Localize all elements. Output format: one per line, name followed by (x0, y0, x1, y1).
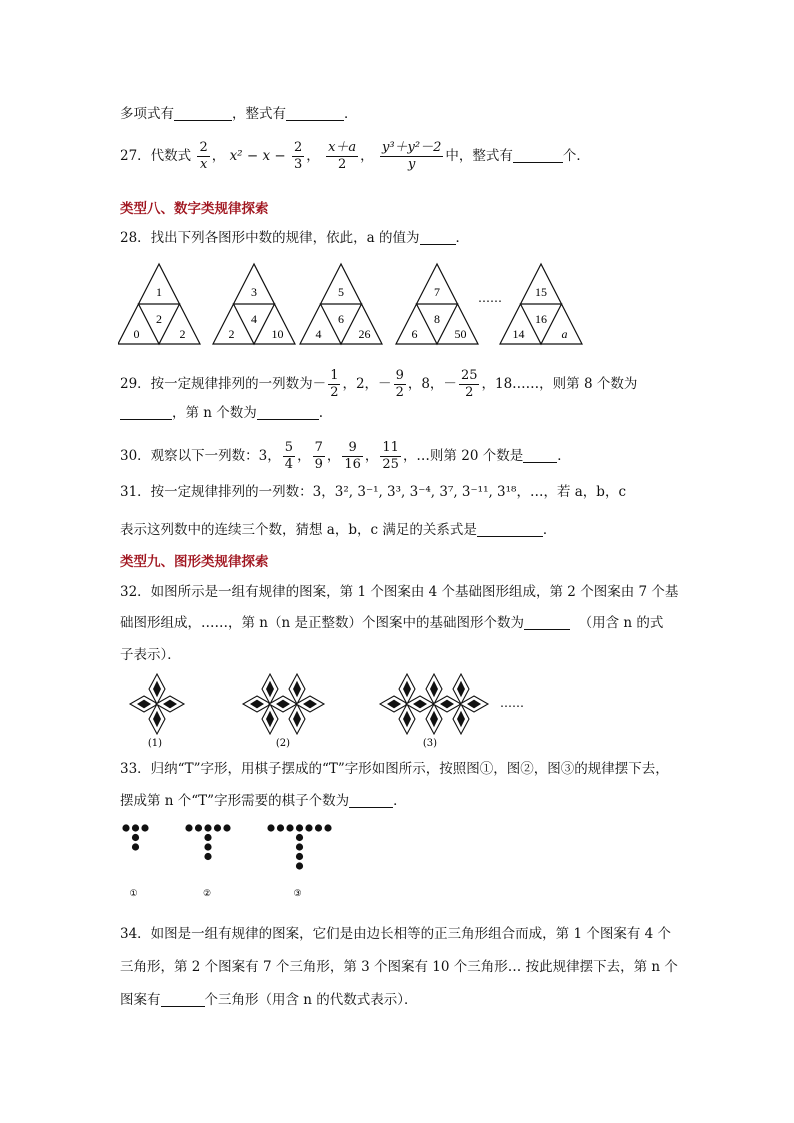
q29-line2: ，第 n 个数为 . (120, 404, 323, 422)
triangle-top-number: 1 (156, 285, 162, 299)
triangle-center-number: 16 (535, 312, 547, 326)
triangle-left-number: 0 (133, 327, 140, 341)
triangle-left-number: 2 (228, 327, 235, 341)
chess-piece (267, 824, 274, 831)
triangle-center-number: 2 (156, 312, 162, 326)
ellipsis: …… (478, 291, 502, 305)
chess-piece (204, 853, 211, 860)
answer-blank[interactable] (349, 793, 393, 808)
q32-line2: 础图形组成，……，第 n（n 是正整数）个图案中的基础图形个数为 （用含 n 的式 (120, 615, 664, 631)
q30-line: 30．观察以下一列数：3， $\frac{5}{4}$ ， $\frac{7}{9}$ ， $\frac{9}{16}$ ， $\frac{11}{25}$ ，…则第 20 个数是 ． (120, 440, 571, 472)
chess-piece (324, 824, 331, 831)
t-shape (267, 824, 331, 869)
fraction: $\frac{x+a}{2}$ (328, 140, 357, 172)
number-triangle (118, 264, 200, 344)
q31-line2: 表示这列数中的连续三个数，猜想 a，b，c 满足的关系式是 ． (120, 522, 557, 538)
triangle-left-number: 4 (315, 327, 322, 341)
number-triangles-figure (118, 258, 588, 348)
chess-piece (214, 824, 221, 831)
triangle-top-number: 7 (434, 285, 440, 299)
fraction: $\frac{5}{4}$ (284, 440, 294, 472)
diamond-pattern (130, 674, 184, 734)
number-triangle (500, 264, 582, 344)
triangle-left-number: 6 (411, 327, 418, 341)
answer-blank[interactable] (477, 522, 543, 537)
triangle-right-number: 26 (358, 327, 371, 341)
number-triangle (213, 264, 295, 344)
answer-blank[interactable] (161, 992, 205, 1007)
q28-line: 28．找出下列各图形中数的规律，依此，a 的值为 ． (120, 230, 470, 246)
triangle-right-number: 10 (271, 327, 284, 341)
triangle-center-number: 8 (434, 312, 440, 326)
t-shape (122, 824, 148, 850)
figure-caption: ② (202, 889, 212, 899)
chess-piece (195, 824, 202, 831)
fraction: $\frac{11}{25}$ (382, 440, 399, 472)
chess-piece (132, 824, 139, 831)
fraction: $\frac{2}{3}$ (294, 140, 303, 172)
chess-piece (296, 853, 303, 860)
ellipsis: …… (500, 696, 524, 710)
q33-line2: 摆成第 n 个“T”字形需要的棋子个数为 ． (120, 793, 407, 809)
diamond-patterns-figure (125, 672, 525, 752)
fraction: $\frac{1}{2}$ (330, 368, 339, 400)
chess-piece (141, 824, 148, 831)
triangle-right-number: a (561, 327, 568, 341)
chess-piece (296, 862, 303, 869)
q27-line: 27．代数式 $\frac{2}{x}$ ， x² − x − $\frac{2}{3}$ ， $\frac{x+a}{2}$ ， $\frac{\text{y³＋y²－2}}{y}$ 中，整式有 个． (120, 140, 590, 172)
figure-caption: (3) (422, 738, 438, 749)
triangle-left-number: 14 (512, 327, 525, 341)
t-shape-figure (118, 818, 358, 903)
chess-piece (185, 824, 192, 831)
section-heading-8: 类型八、数字类规律探索 (120, 201, 269, 217)
chess-piece (204, 834, 211, 841)
q32-line3: 子表示）． (120, 647, 181, 663)
answer-blank[interactable] (420, 230, 456, 245)
chess-piece (296, 843, 303, 850)
number-triangle (396, 264, 478, 344)
q33-line1: 33．归纳“T”字形，用棋子摆成的“T”字形如图所示，按照图①，图②，图③的规律摆下去， (120, 761, 669, 777)
fraction: $\frac{\text{y³＋y²－2}}{y}$ (381, 140, 442, 172)
answer-blank[interactable] (523, 448, 557, 463)
chess-piece (132, 843, 139, 850)
chess-piece (204, 843, 211, 850)
q26-line: 多项式有 ，整式有 ． (120, 106, 358, 122)
chess-piece (315, 824, 322, 831)
answer-blank[interactable] (174, 106, 232, 121)
q32-line1: 32．如图所示是一组有规律的图案，第 1 个图案由 4 个基础图形组成，第 2 个图案由 7 个基 (120, 584, 679, 600)
fraction: $\frac{9}{2}$ (395, 368, 404, 400)
figure-caption: ③ (293, 889, 302, 899)
figure-caption: (2) (275, 738, 291, 749)
q34-line3: 图案有 个三角形（用含 n 的代数式表示）． (120, 992, 418, 1008)
q34-line1: 34．如图是一组有规律的图案，它们是由边长相等的正三角形组合而成，第 1 个图案有 4 个 (120, 926, 672, 942)
q34-line2: 三角形，第 2 个图案有 7 个三角形，第 3 个图案有 10 个三角形… 按此规律摆下去，第 n 个 (120, 959, 678, 975)
triangle-top-number: 15 (535, 285, 547, 299)
chess-piece (277, 824, 284, 831)
triangle-right-number: 50 (454, 327, 467, 341)
fraction: $\frac{2}{x}$ (199, 140, 208, 172)
answer-blank[interactable] (286, 106, 344, 121)
fraction: $\frac{7}{9}$ (314, 440, 323, 472)
chess-piece (223, 824, 230, 831)
figure-caption: ① (129, 889, 138, 899)
chess-piece (204, 824, 211, 831)
fraction: $\frac{9}{16}$ (344, 440, 361, 472)
triangle-top-number: 3 (251, 285, 257, 299)
answer-blank[interactable] (513, 148, 563, 163)
triangle-center-number: 6 (338, 312, 344, 326)
chess-piece (286, 824, 293, 831)
t-shape (185, 824, 230, 860)
diamond-pattern (243, 674, 324, 734)
chess-piece (305, 824, 312, 831)
triangle-top-number: 5 (338, 285, 344, 299)
q29-line1: 29．按一定规律排列的一列数为－ $\frac{1}{2}$ ，2，－ $\frac{9}{2}$ ，8，－ $\frac{25}{2}$ ，18……，则第 8 个数为 (120, 368, 638, 400)
figure-caption: (1) (147, 738, 163, 749)
answer-blank[interactable] (120, 405, 172, 420)
chess-piece (296, 834, 303, 841)
triangle-right-number: 2 (179, 327, 186, 341)
answer-blank[interactable] (524, 615, 570, 630)
q31-line1: 31．按一定规律排列的一列数：3，3², 3⁻¹, 3³, 3⁻⁴, 3⁷, 3⁻¹¹, 3¹⁸，…，若 a，b，c (120, 484, 627, 500)
chess-piece (296, 824, 303, 831)
chess-piece (122, 824, 129, 831)
diamond-pattern (380, 674, 488, 734)
fraction: $\frac{25}{2}$ (460, 368, 478, 400)
triangle-center-number: 4 (251, 312, 257, 326)
chess-piece (132, 834, 139, 841)
number-triangle (300, 264, 382, 344)
answer-blank[interactable] (257, 405, 319, 420)
section-heading-9: 类型九、图形类规律探索 (120, 554, 269, 570)
